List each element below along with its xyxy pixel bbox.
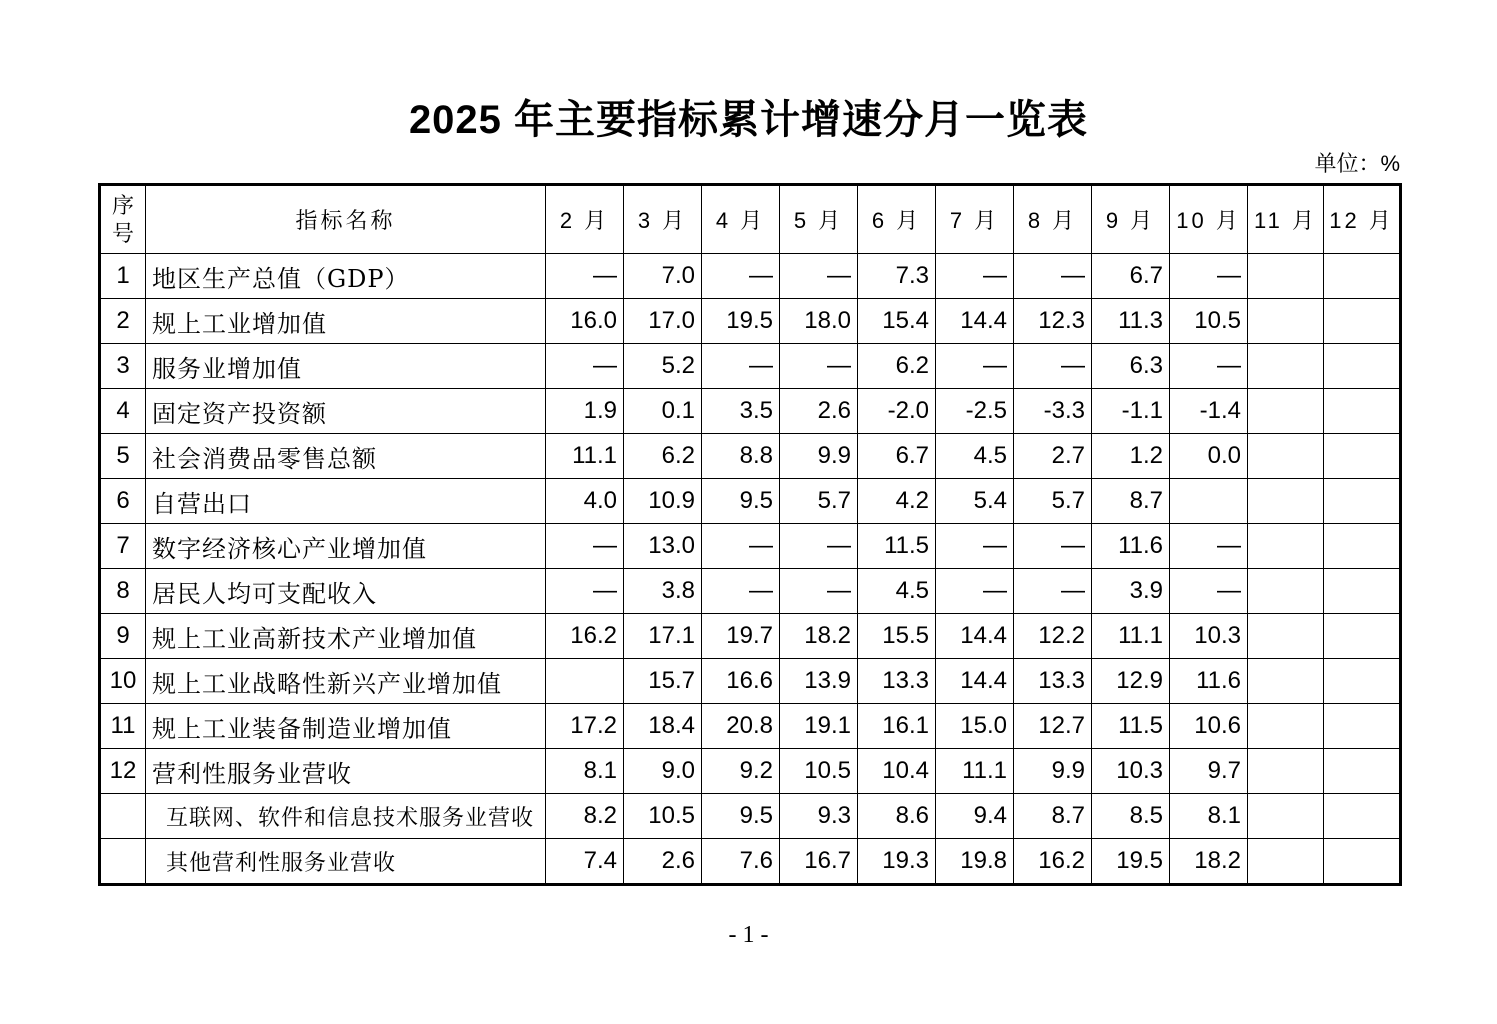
row-value-cell: 17.0 xyxy=(624,299,702,344)
row-value-cell: 10.9 xyxy=(624,479,702,524)
row-value-cell: 0.0 xyxy=(1170,434,1248,479)
row-value-cell: — xyxy=(546,569,624,614)
row-value-cell: — xyxy=(702,524,780,569)
row-value-cell: — xyxy=(1014,524,1092,569)
row-value-cell: 8.6 xyxy=(858,794,936,839)
row-value-cell: 11.5 xyxy=(1092,704,1170,749)
row-value-cell: 12.2 xyxy=(1014,614,1092,659)
row-seq: 1 xyxy=(100,254,146,299)
header-month: 10 月 xyxy=(1170,185,1248,254)
row-value-cell: 9.5 xyxy=(702,794,780,839)
row-value-cell: 13.3 xyxy=(1014,659,1092,704)
row-value-cell xyxy=(1248,479,1324,524)
row-indicator-name: 居民人均可支配收入 xyxy=(146,569,546,614)
row-value-cell: — xyxy=(936,344,1014,389)
row-seq: 6 xyxy=(100,479,146,524)
header-month: 7 月 xyxy=(936,185,1014,254)
row-value-cell: 0.1 xyxy=(624,389,702,434)
row-indicator-name: 规上工业装备制造业增加值 xyxy=(146,704,546,749)
header-month: 2 月 xyxy=(546,185,624,254)
row-value-cell: 16.6 xyxy=(702,659,780,704)
row-value-cell xyxy=(1170,479,1248,524)
row-seq: 5 xyxy=(100,434,146,479)
row-value-cell: — xyxy=(1014,254,1092,299)
row-value-cell: 6.7 xyxy=(1092,254,1170,299)
row-value-cell: 9.9 xyxy=(1014,749,1092,794)
row-value-cell: 5.7 xyxy=(1014,479,1092,524)
row-value-cell: 2.7 xyxy=(1014,434,1092,479)
row-value-cell: 2.6 xyxy=(624,839,702,885)
row-value-cell: — xyxy=(936,524,1014,569)
row-value-cell: 13.3 xyxy=(858,659,936,704)
row-value-cell: 7.3 xyxy=(858,254,936,299)
row-value-cell: 20.8 xyxy=(702,704,780,749)
row-value-cell xyxy=(1248,389,1324,434)
row-value-cell: — xyxy=(702,569,780,614)
row-value-cell: 10.6 xyxy=(1170,704,1248,749)
row-indicator-name: 规上工业战略性新兴产业增加值 xyxy=(146,659,546,704)
row-value-cell: 7.4 xyxy=(546,839,624,885)
row-value-cell xyxy=(1248,254,1324,299)
unit-label: 单位：% xyxy=(1314,151,1400,176)
row-value-cell: — xyxy=(1170,254,1248,299)
row-seq: 7 xyxy=(100,524,146,569)
row-value-cell: 10.5 xyxy=(780,749,858,794)
row-value-cell xyxy=(1324,794,1401,839)
row-value-cell: 10.5 xyxy=(624,794,702,839)
table-row xyxy=(100,839,1401,885)
row-value-cell: 11.6 xyxy=(1170,659,1248,704)
page-number: - 1 - xyxy=(728,922,769,948)
row-value-cell xyxy=(1248,794,1324,839)
row-value-cell xyxy=(1324,479,1401,524)
row-value-cell: 1.2 xyxy=(1092,434,1170,479)
row-value-cell: 8.1 xyxy=(546,749,624,794)
row-indicator-name: 地区生产总值（GDP） xyxy=(146,254,546,299)
row-value-cell: -1.4 xyxy=(1170,389,1248,434)
row-value-cell: 11.1 xyxy=(1092,614,1170,659)
row-value-cell: 14.4 xyxy=(936,659,1014,704)
row-value-cell: 14.4 xyxy=(936,299,1014,344)
row-seq: 3 xyxy=(100,344,146,389)
row-value-cell xyxy=(1248,434,1324,479)
table-row xyxy=(100,659,1401,704)
row-value-cell: — xyxy=(546,344,624,389)
row-indicator-name: 规上工业高新技术产业增加值 xyxy=(146,614,546,659)
row-value-cell: 16.1 xyxy=(858,704,936,749)
table-row xyxy=(100,704,1401,749)
row-value-cell: -2.5 xyxy=(936,389,1014,434)
row-value-cell: 10.4 xyxy=(858,749,936,794)
row-value-cell xyxy=(1248,344,1324,389)
row-value-cell xyxy=(1248,749,1324,794)
row-value-cell xyxy=(1324,749,1401,794)
row-value-cell xyxy=(1324,299,1401,344)
row-value-cell: — xyxy=(546,254,624,299)
row-value-cell: 18.2 xyxy=(1170,839,1248,885)
row-value-cell: 9.0 xyxy=(624,749,702,794)
header-row xyxy=(100,185,1401,254)
row-value-cell: 18.4 xyxy=(624,704,702,749)
page-title: 2025 年主要指标累计增速分月一览表 xyxy=(408,98,1089,142)
header-month: 5 月 xyxy=(780,185,858,254)
row-value-cell: 10.3 xyxy=(1092,749,1170,794)
row-value-cell: 10.5 xyxy=(1170,299,1248,344)
row-value-cell: 4.2 xyxy=(858,479,936,524)
table-row xyxy=(100,434,1401,479)
row-value-cell: 19.5 xyxy=(1092,839,1170,885)
row-value-cell: 11.1 xyxy=(936,749,1014,794)
row-value-cell: -3.3 xyxy=(1014,389,1092,434)
header-name: 指标名称 xyxy=(146,185,546,254)
row-value-cell: 9.5 xyxy=(702,479,780,524)
row-indicator-name: 互联网、软件和信息技术服务业营收 xyxy=(146,794,546,839)
row-value-cell: 12.3 xyxy=(1014,299,1092,344)
row-value-cell: 8.8 xyxy=(702,434,780,479)
row-value-cell: 3.8 xyxy=(624,569,702,614)
row-value-cell: 16.2 xyxy=(1014,839,1092,885)
row-value-cell: 8.7 xyxy=(1092,479,1170,524)
row-value-cell: 7.0 xyxy=(624,254,702,299)
row-value-cell xyxy=(1324,434,1401,479)
row-seq xyxy=(100,794,146,839)
row-value-cell: 16.2 xyxy=(546,614,624,659)
row-value-cell: 13.0 xyxy=(624,524,702,569)
row-value-cell xyxy=(1248,569,1324,614)
row-value-cell xyxy=(546,659,624,704)
header-month: 4 月 xyxy=(702,185,780,254)
table-header xyxy=(100,185,1401,254)
row-value-cell: 9.9 xyxy=(780,434,858,479)
table-row xyxy=(100,794,1401,839)
table-body xyxy=(100,254,1401,885)
row-value-cell xyxy=(1324,389,1401,434)
indicators-table xyxy=(98,183,1402,886)
row-value-cell: 2.6 xyxy=(780,389,858,434)
row-value-cell: 19.3 xyxy=(858,839,936,885)
header-month: 6 月 xyxy=(858,185,936,254)
row-value-cell: — xyxy=(780,524,858,569)
table-row xyxy=(100,569,1401,614)
row-seq xyxy=(100,839,146,885)
row-value-cell xyxy=(1324,344,1401,389)
header-month: 9 月 xyxy=(1092,185,1170,254)
row-value-cell xyxy=(1324,704,1401,749)
row-seq: 8 xyxy=(100,569,146,614)
row-value-cell: 17.2 xyxy=(546,704,624,749)
row-value-cell: 8.5 xyxy=(1092,794,1170,839)
table-row xyxy=(100,389,1401,434)
row-value-cell xyxy=(1324,254,1401,299)
row-value-cell: 4.5 xyxy=(936,434,1014,479)
table-row xyxy=(100,299,1401,344)
row-value-cell: 11.3 xyxy=(1092,299,1170,344)
row-value-cell xyxy=(1248,659,1324,704)
row-value-cell: 18.2 xyxy=(780,614,858,659)
row-value-cell: 19.7 xyxy=(702,614,780,659)
row-value-cell: 7.6 xyxy=(702,839,780,885)
row-value-cell: 11.6 xyxy=(1092,524,1170,569)
row-value-cell: 18.0 xyxy=(780,299,858,344)
row-value-cell: 6.2 xyxy=(624,434,702,479)
row-indicator-name: 固定资产投资额 xyxy=(146,389,546,434)
row-value-cell: — xyxy=(780,344,858,389)
row-value-cell: 3.9 xyxy=(1092,569,1170,614)
row-value-cell: 9.2 xyxy=(702,749,780,794)
row-value-cell: — xyxy=(780,569,858,614)
table-row xyxy=(100,479,1401,524)
header-month: 11 月 xyxy=(1248,185,1324,254)
row-value-cell: 19.1 xyxy=(780,704,858,749)
header-seq: 序 号 xyxy=(100,185,146,254)
row-value-cell xyxy=(1324,614,1401,659)
row-value-cell: — xyxy=(936,254,1014,299)
row-seq: 9 xyxy=(100,614,146,659)
row-value-cell: 6.7 xyxy=(858,434,936,479)
row-value-cell: 3.5 xyxy=(702,389,780,434)
row-value-cell: — xyxy=(1170,524,1248,569)
row-value-cell: 5.2 xyxy=(624,344,702,389)
row-value-cell: — xyxy=(702,254,780,299)
row-value-cell: -2.0 xyxy=(858,389,936,434)
row-indicator-name: 数字经济核心产业增加值 xyxy=(146,524,546,569)
row-value-cell xyxy=(1248,299,1324,344)
row-value-cell: — xyxy=(780,254,858,299)
row-indicator-name: 社会消费品零售总额 xyxy=(146,434,546,479)
header-month: 8 月 xyxy=(1014,185,1092,254)
row-value-cell: 19.5 xyxy=(702,299,780,344)
row-value-cell: 14.4 xyxy=(936,614,1014,659)
row-indicator-name: 营利性服务业营收 xyxy=(146,749,546,794)
row-value-cell xyxy=(1248,704,1324,749)
row-value-cell: 15.4 xyxy=(858,299,936,344)
row-value-cell xyxy=(1248,524,1324,569)
table-row xyxy=(100,614,1401,659)
row-value-cell: 8.7 xyxy=(1014,794,1092,839)
row-value-cell: — xyxy=(1170,344,1248,389)
row-value-cell: 6.3 xyxy=(1092,344,1170,389)
row-value-cell xyxy=(1324,524,1401,569)
row-value-cell: 5.7 xyxy=(780,479,858,524)
row-value-cell xyxy=(1324,569,1401,614)
row-value-cell: 10.3 xyxy=(1170,614,1248,659)
row-value-cell: 9.4 xyxy=(936,794,1014,839)
table-row xyxy=(100,344,1401,389)
row-seq: 11 xyxy=(100,704,146,749)
row-value-cell xyxy=(1324,839,1401,885)
row-value-cell: 15.5 xyxy=(858,614,936,659)
row-value-cell: 9.3 xyxy=(780,794,858,839)
row-value-cell: -1.1 xyxy=(1092,389,1170,434)
table-row xyxy=(100,749,1401,794)
row-value-cell: 1.9 xyxy=(546,389,624,434)
row-value-cell: 5.4 xyxy=(936,479,1014,524)
row-value-cell: 4.0 xyxy=(546,479,624,524)
row-indicator-name: 自营出口 xyxy=(146,479,546,524)
row-value-cell: — xyxy=(702,344,780,389)
row-value-cell: 15.7 xyxy=(624,659,702,704)
row-value-cell: 9.7 xyxy=(1170,749,1248,794)
row-value-cell: 19.8 xyxy=(936,839,1014,885)
row-value-cell: — xyxy=(936,569,1014,614)
row-value-cell: 8.1 xyxy=(1170,794,1248,839)
row-seq: 12 xyxy=(100,749,146,794)
row-value-cell: 11.1 xyxy=(546,434,624,479)
header-month: 12 月 xyxy=(1324,185,1401,254)
row-value-cell: — xyxy=(1014,569,1092,614)
row-value-cell: 12.7 xyxy=(1014,704,1092,749)
row-seq: 2 xyxy=(100,299,146,344)
row-value-cell: 6.2 xyxy=(858,344,936,389)
row-value-cell xyxy=(1248,839,1324,885)
table-row xyxy=(100,524,1401,569)
row-value-cell xyxy=(1248,614,1324,659)
row-value-cell: 17.1 xyxy=(624,614,702,659)
row-value-cell: 8.2 xyxy=(546,794,624,839)
row-value-cell: — xyxy=(1170,569,1248,614)
row-seq: 4 xyxy=(100,389,146,434)
header-month: 3 月 xyxy=(624,185,702,254)
row-value-cell xyxy=(1324,659,1401,704)
row-value-cell: 15.0 xyxy=(936,704,1014,749)
row-seq: 10 xyxy=(100,659,146,704)
row-indicator-name: 其他营利性服务业营收 xyxy=(146,839,546,885)
row-value-cell: — xyxy=(1014,344,1092,389)
row-value-cell: 16.0 xyxy=(546,299,624,344)
row-value-cell: 12.9 xyxy=(1092,659,1170,704)
row-value-cell: 13.9 xyxy=(780,659,858,704)
table-row xyxy=(100,254,1401,299)
row-value-cell: 4.5 xyxy=(858,569,936,614)
row-indicator-name: 服务业增加值 xyxy=(146,344,546,389)
row-value-cell: 16.7 xyxy=(780,839,858,885)
row-value-cell: — xyxy=(546,524,624,569)
row-indicator-name: 规上工业增加值 xyxy=(146,299,546,344)
row-value-cell: 11.5 xyxy=(858,524,936,569)
